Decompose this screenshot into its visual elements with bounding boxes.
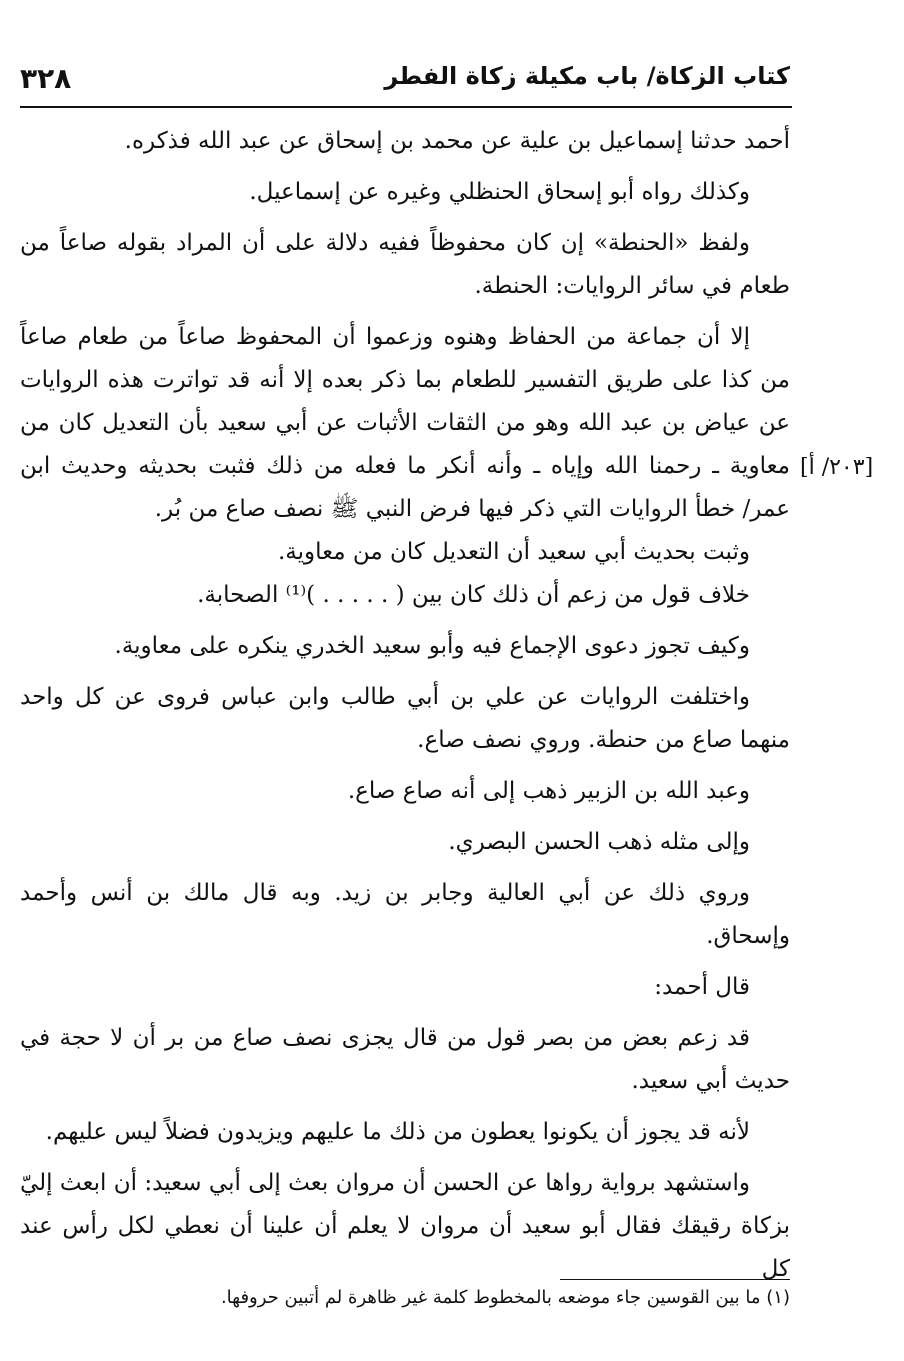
footnote: (١) ما بين القوسين جاء موضعه بالمخطوط كلمة غير ظاهرة لم أتبين حروفها.: [220, 1287, 790, 1308]
page-header: [20, 60, 790, 100]
running-title: كتاب الزكاة/ باب مكيلة زكاة الفطر: [384, 62, 790, 90]
paragraph: قد زعم بعض من بصر قول من قال يجزى نصف صاع من بر أن لا حجة في حديث أبي سعيد.: [20, 1025, 790, 1094]
paragraph: وعبد الله بن الزبير ذهب إلى أنه صاع صاع.: [347, 778, 750, 804]
paragraph: لأنه قد يجوز أن يكونوا يعطون من ذلك ما عليهم ويزيدون فضلاً ليس عليهم.: [45, 1119, 750, 1145]
paragraph: وروي ذلك عن أبي العالية وجابر بن زيد. وبه قال مالك بن أنس وأحمد وإسحاق.: [20, 880, 790, 949]
paragraph: واستشهد برواية رواها عن الحسن أن مروان بعث إلى أبي سعيد: أن ابعث إليّ بزكاة رقيقك فقال أبو سعيد أن مروان لا يعلم أن علينا أن نعطي لكل رأس عند كل: [20, 1170, 790, 1282]
paragraph: وثبت بحديث أبي سعيد أن التعديل كان من معاوية.: [277, 539, 750, 565]
main-text: [20, 120, 790, 1291]
paragraph: وكيف تجوز دعوى الإجماع فيه وأبو سعيد الخدري ينكره على معاوية.: [114, 633, 750, 659]
paragraph: وإلى مثله ذهب الحسن البصري.: [448, 829, 750, 855]
manuscript-folio-marker: [٢٠٣/ أ]: [800, 455, 874, 480]
paragraph: قال أحمد:: [654, 974, 750, 1000]
paragraph: أحمد حدثنا إسماعيل بن علية عن محمد بن إسحاق عن عبد الله فذكره.: [124, 128, 790, 154]
paragraph: إلا أن جماعة من الحفاظ وهنوه وزعموا أن المحفوظ صاعاً من طعام صاعاً من كذا على طريق التفسير للطعام بما ذكر بعده إلا أنه قد تواترت هذه الروايات عن عياض بن عبد الله وهو من الثقات الأثبات عن أبي سعيد بأن التعديل كان من معاوية ـ رحمنا الله وإياه ـ وأنه أنكر ما فعله من ذلك فثبت بحديثه وحديث ابن عمر/ خطأ الروايات التي ذكر فيها فرض النبي ﷺ نصف صاع من بُر.: [20, 324, 790, 522]
paragraph: واختلفت الروايات عن علي بن أبي طالب وابن عباس فروى عن كل واحد منهما صاع من حنطة. وروي نصف صاع.: [20, 684, 790, 753]
paragraph: خلاف قول من زعم أن ذلك كان بين ( . . . . . )⁽¹⁾ الصحابة.: [197, 582, 750, 608]
paragraph: وكذلك رواه أبو إسحاق الحنظلي وغيره عن إسماعيل.: [249, 179, 750, 205]
page-number: ٣٢٨: [20, 62, 72, 95]
paragraph: ولفظ «الحنطة» إن كان محفوظاً ففيه دلالة على أن المراد بقوله صاعاً من طعام في سائر الروايات: الحنطة.: [20, 230, 790, 299]
footnote-divider: [560, 1279, 790, 1280]
header-divider: [20, 106, 792, 108]
